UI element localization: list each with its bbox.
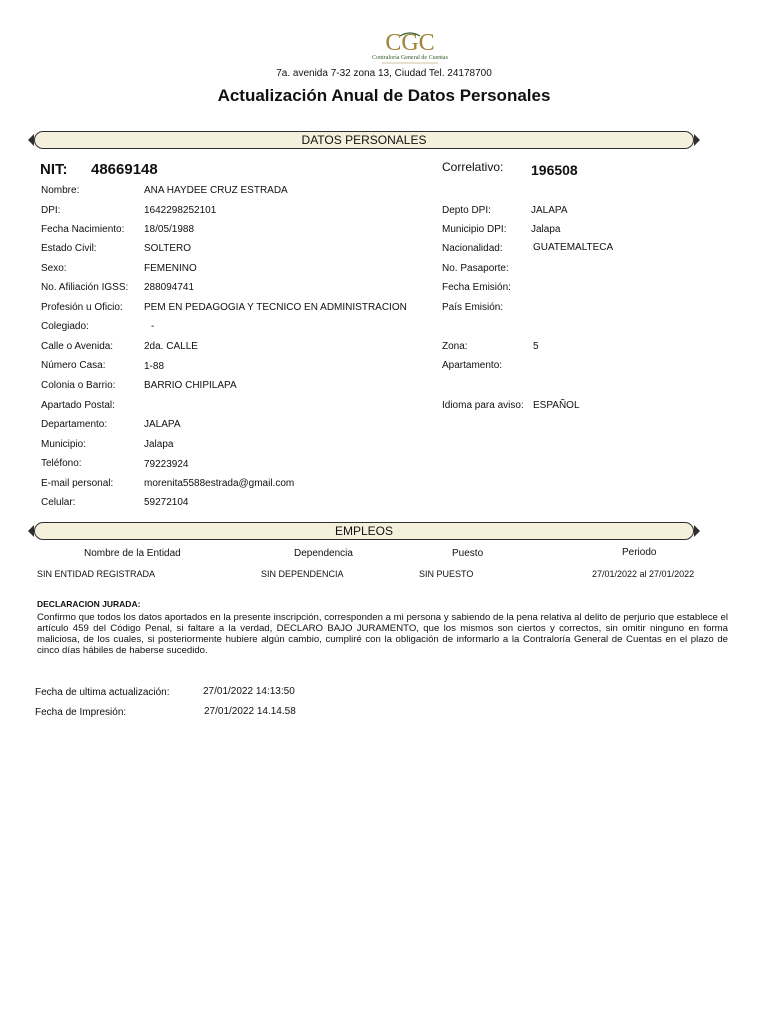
field-value-nacionalidad: GUATEMALTECA [533, 242, 614, 253]
logo-subtitle: Contraloría General de Cuentas [372, 55, 448, 61]
page-title: Actualización Anual de Datos Personales [217, 86, 551, 105]
cell-dependencia: SIN DEPENDENCIA [261, 569, 344, 579]
field-label-apartado-postal: Apartado Postal: [41, 400, 115, 411]
correlativo-label: Correlativo: [442, 160, 504, 174]
field-label-zona: Zona: [442, 341, 468, 352]
nit-value: 48669148 [91, 161, 158, 178]
field-value-depto-dpi: JALAPA [531, 205, 568, 216]
ultima-actualizacion-value: 27/01/2022 14:13:50 [203, 686, 295, 697]
field-label-apartamento: Apartamento: [442, 360, 503, 371]
column-header-dependencia: Dependencia [294, 548, 353, 559]
field-label-municipio-dpi: Municipio DPI: [442, 224, 507, 235]
field-label-numero-casa: Número Casa: [41, 360, 106, 371]
address-line: 7a. avenida 7-32 zona 13, Ciudad Tel. 24178700 [276, 68, 492, 79]
field-value-nombre: ANA HAYDEE CRUZ ESTRADA [144, 185, 288, 196]
field-label-fecha-nacimiento: Fecha Nacimiento: [41, 224, 125, 235]
ultima-actualizacion-label: Fecha de ultima actualización: [35, 687, 170, 698]
field-label-calle: Calle o Avenida: [41, 341, 114, 352]
column-header-puesto: Puesto [452, 548, 484, 559]
field-label-pasaporte: No. Pasaporte: [442, 263, 509, 274]
fecha-impresion-value: 27/01/2022 14.14.58 [204, 706, 296, 717]
field-value-telefono: 79223924 [144, 459, 189, 470]
logo-mark: CGC [385, 30, 435, 56]
field-label-afiliacion-igss: No. Afiliación IGSS: [41, 282, 129, 293]
field-value-calle: 2da. CALLE [144, 341, 198, 352]
field-label-departamento: Departamento: [41, 419, 108, 430]
section-band-datos-personales [28, 130, 700, 150]
field-label-estado-civil: Estado Civil: [41, 243, 97, 254]
field-value-sexo: FEMENINO [144, 263, 197, 274]
field-value-colonia: BARRIO CHIPILAPA [144, 380, 237, 391]
column-header-entidad: Nombre de la Entidad [84, 548, 181, 559]
field-label-municipio: Municipio: [41, 439, 87, 450]
field-value-celular: 59272104 [144, 497, 189, 508]
field-label-pais-emision: País Emisión: [442, 302, 504, 313]
field-label-colegiado: Colegiado: [41, 321, 89, 332]
field-label-celular: Celular: [41, 497, 76, 508]
field-label-depto-dpi: Depto DPI: [442, 205, 491, 216]
column-header-periodo: Periodo [622, 547, 657, 558]
field-label-nacionalidad: Nacionalidad: [442, 243, 503, 254]
field-label-email: E-mail personal: [41, 478, 114, 489]
field-value-municipio: Jalapa [144, 439, 174, 450]
section-title-empleos: EMPLEOS [334, 524, 394, 538]
correlativo-value: 196508 [531, 162, 578, 178]
cell-periodo: 27/01/2022 al 27/01/2022 [592, 569, 695, 579]
field-value-fecha-nacimiento: 18/05/1988 [144, 224, 195, 235]
field-label-colonia: Colonia o Barrio: [41, 380, 116, 391]
cell-puesto: SIN PUESTO [419, 569, 474, 579]
field-value-idioma: ESPAÑOL [533, 400, 580, 411]
field-label-dpi: DPI: [41, 205, 61, 216]
field-label-idioma: Idioma para aviso: [442, 400, 524, 411]
field-label-nombre: Nombre: [41, 185, 80, 196]
field-label-profesion: Profesión u Oficio: [41, 302, 123, 313]
field-value-zona: 5 [533, 341, 539, 352]
cell-entidad: SIN ENTIDAD REGISTRADA [37, 569, 156, 579]
cgc-logo [362, 28, 458, 68]
nit-label: NIT: [40, 161, 68, 178]
field-value-municipio-dpi: Jalapa [531, 224, 561, 235]
field-value-afiliacion-igss: 288094741 [144, 282, 195, 293]
declaracion-text: Confirmo que todos los datos aportados en la presente inscripción, corresponden a mi persona y sabiendo de la pena relativa al delito de perjurio que establece el artículo 459 del Código Penal, si faltare a la verdad, DECLARO BAJO JURAMENTO, que los mismos son ciertos y correctos, sin omitir ninguno en forma maliciosa, de los cuales, si posteriormente hubiere algún cambio, cumpliré con la obligación de informarlo a la Contraloría General de Cuentas en el plazo de cinco días hábiles de haberse sucedido. [37, 612, 728, 656]
section-band-empleos [28, 521, 700, 541]
field-value-profesion: PEM EN PEDAGOGIA Y TECNICO EN ADMINISTRACION [144, 302, 407, 313]
field-value-dpi: 1642298252101 [144, 205, 217, 216]
field-value-colegiado: - [151, 321, 155, 332]
declaracion-title: DECLARACION JURADA: [37, 599, 141, 609]
field-value-departamento: JALAPA [144, 419, 181, 430]
fecha-impresion-label: Fecha de Impresión: [35, 707, 127, 718]
field-value-estado-civil: SOLTERO [144, 243, 192, 254]
section-title-datos-personales: DATOS PERSONALES [301, 133, 427, 147]
field-label-sexo: Sexo: [41, 263, 67, 274]
field-value-numero-casa: 1-88 [144, 361, 165, 372]
field-label-telefono: Teléfono: [41, 458, 82, 469]
field-value-email: morenita5588estrada@gmail.com [144, 478, 295, 489]
field-label-fecha-emision: Fecha Emisión: [442, 282, 511, 293]
